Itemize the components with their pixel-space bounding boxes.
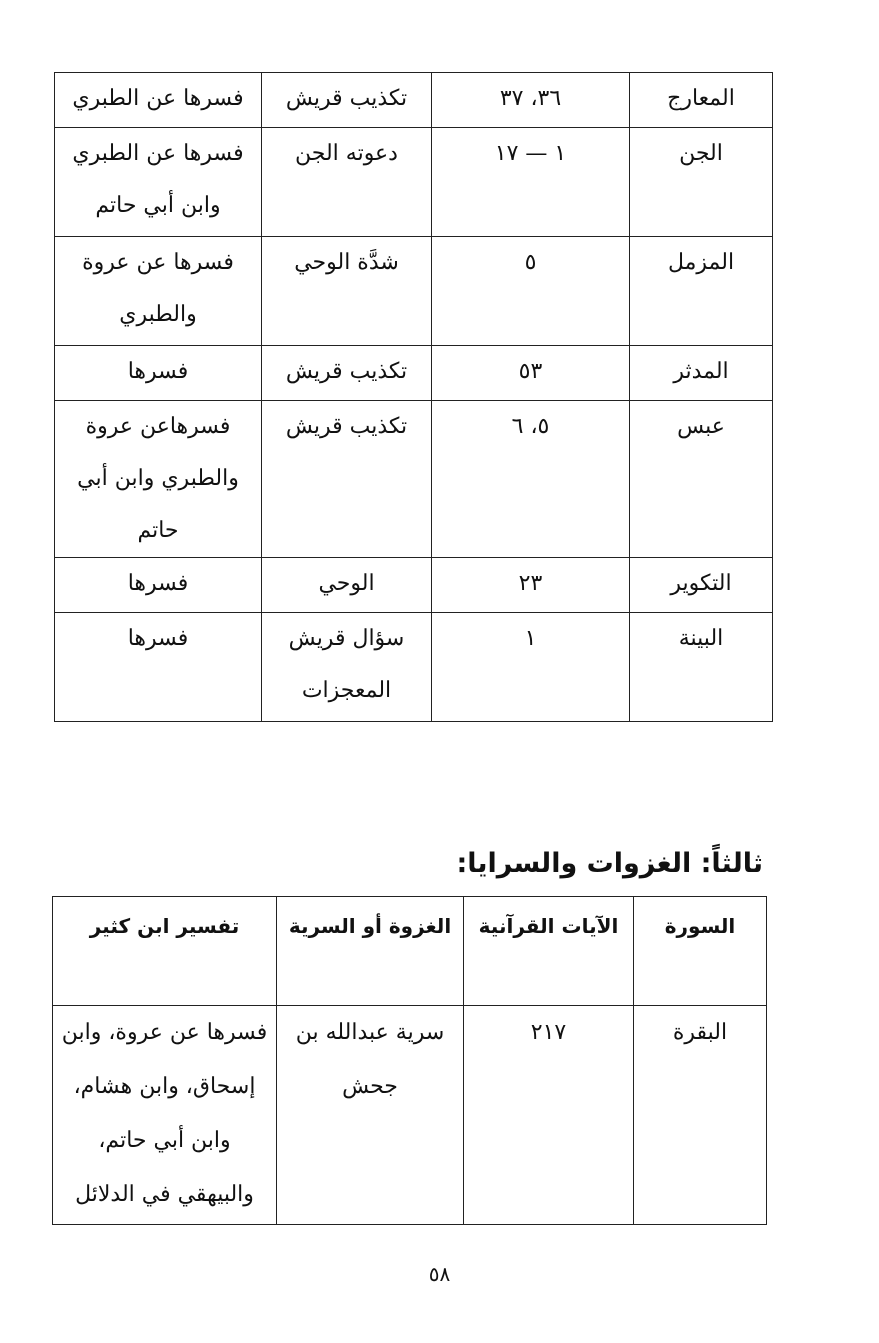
- header-surah: السورة: [634, 897, 767, 1006]
- topic-cell: تكذيب قريش: [262, 73, 432, 128]
- note-cell: فسرها عن عروة والطبري: [55, 237, 262, 346]
- table-row: [53, 1006, 767, 1225]
- topic-cell: تكذيب قريش: [262, 346, 432, 401]
- verses-cell: ٣٦، ٣٧: [432, 73, 630, 128]
- tafsir-cell: فسرها عن عروة، وابن إسحاق، وابن هشام، وابن أبي حاتم، والبيهقي في الدلائل: [53, 1006, 277, 1225]
- verses-cell: ٢٣: [432, 558, 630, 613]
- verses-cell: ٢١٧: [464, 1006, 634, 1225]
- verses-cell: ٥، ٦: [432, 401, 630, 558]
- event-cell: سرية عبدالله بن جحش: [277, 1006, 464, 1225]
- battles-expeditions-table: [52, 896, 767, 1225]
- header-tafsir: تفسير ابن كثير: [53, 897, 277, 1006]
- table-row: [55, 558, 773, 613]
- revelation-events-table: [54, 72, 773, 722]
- topic-cell: شدَّة الوحي: [262, 237, 432, 346]
- table-row: [55, 128, 773, 237]
- topic-cell: الوحي: [262, 558, 432, 613]
- table-row: [55, 73, 773, 128]
- surah-cell: المزمل: [630, 237, 773, 346]
- note-cell: فسرها عن الطبري: [55, 73, 262, 128]
- surah-cell: البينة: [630, 613, 773, 722]
- surah-cell: المعارج: [630, 73, 773, 128]
- note-cell: فسرهاعن عروة والطبري وابن أبي حاتم: [55, 401, 262, 558]
- table-row: [55, 237, 773, 346]
- header-verses: الآيات القرآنية: [464, 897, 634, 1006]
- verses-cell: ٥٣: [432, 346, 630, 401]
- verses-cell: ١ — ١٧: [432, 128, 630, 237]
- table-header-row: [53, 897, 767, 1006]
- table-row: [55, 401, 773, 558]
- note-cell: فسرها: [55, 346, 262, 401]
- surah-cell: المدثر: [630, 346, 773, 401]
- note-cell: فسرها: [55, 613, 262, 722]
- surah-cell: الجن: [630, 128, 773, 237]
- page-number: ٥٨: [428, 1262, 451, 1286]
- section-heading: ثالثاً: الغزوات والسرايا:: [456, 848, 763, 879]
- header-event: الغزوة أو السرية: [277, 897, 464, 1006]
- surah-cell: البقرة: [634, 1006, 767, 1225]
- topic-cell: سؤال قريش المعجزات: [262, 613, 432, 722]
- note-cell: فسرها عن الطبري وابن أبي حاتم: [55, 128, 262, 237]
- table-row: [55, 346, 773, 401]
- verses-cell: ١: [432, 613, 630, 722]
- topic-cell: تكذيب قريش: [262, 401, 432, 558]
- surah-cell: التكوير: [630, 558, 773, 613]
- verses-cell: ٥: [432, 237, 630, 346]
- surah-cell: عبس: [630, 401, 773, 558]
- note-cell: فسرها: [55, 558, 262, 613]
- table-row: [55, 613, 773, 722]
- topic-cell: دعوته الجن: [262, 128, 432, 237]
